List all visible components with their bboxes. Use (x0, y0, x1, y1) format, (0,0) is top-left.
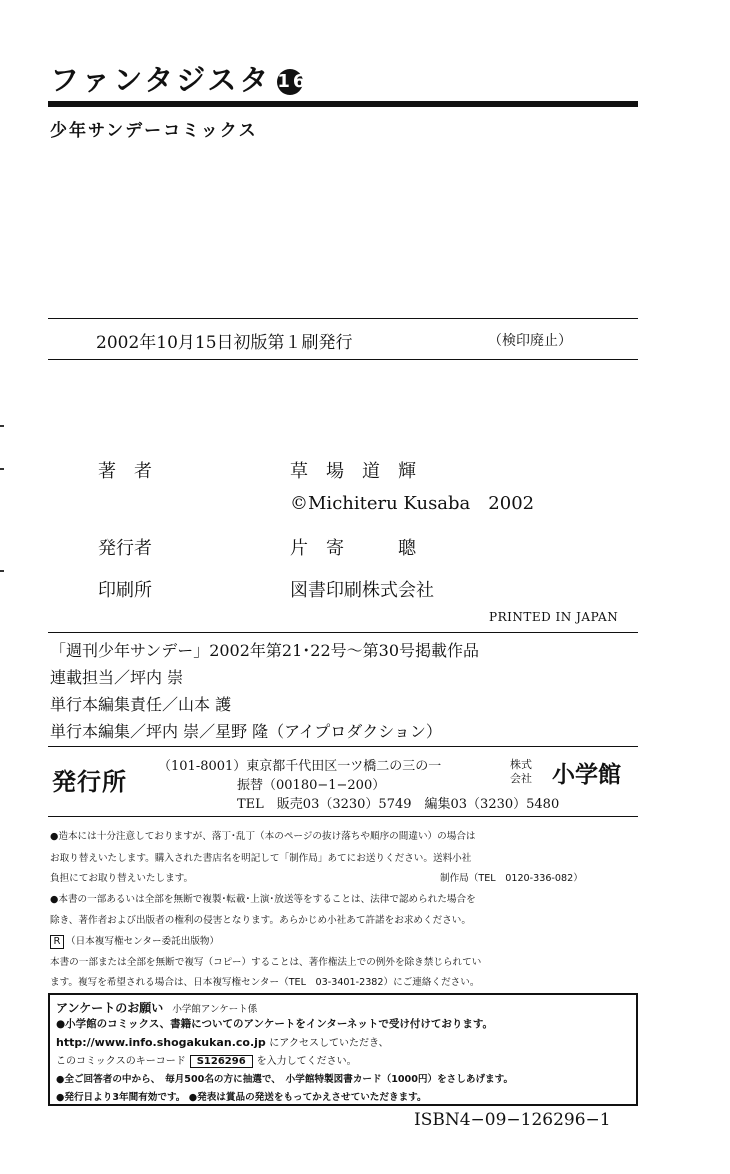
publisher-bottom-rule (48, 816, 638, 817)
survey-heading-text: アンケートのお願い (56, 1001, 164, 1015)
notice-line-1: ●造本には十分注意しておりますが、落丁･乱丁（本のページの抜け落ちや順序の間違い）の場合は (50, 831, 476, 842)
series-label: 少年サンデーコミックス (50, 121, 258, 141)
margin-mark (0, 468, 4, 470)
publisher-label: 発行所 (52, 768, 127, 796)
survey-line-4: ●全ご回答者の中から、 毎月500名の方に抽選で、 小学館特製図書カード（1000円）をさしあげます。 (56, 1074, 514, 1085)
notice-line-3: 負担にてお取り替えいたします。 (50, 873, 194, 884)
notice-line-8: ます。複写を希望される場合は、日本複写権センター（TEL 03-3401-2382）にご連絡ください。 (50, 977, 480, 988)
publication-top-rule (48, 318, 638, 319)
publisher-transfer: 振替（00180−1−200） (237, 778, 386, 793)
title-text: ファンタジスタ (50, 63, 272, 97)
credit-name-publisher: 片 寄 聰 (290, 538, 416, 559)
registered-copy-icon: R (50, 935, 64, 949)
copyright-line: ©Michiteru Kusaba 2002 (290, 493, 535, 514)
serial-top-rule (48, 632, 638, 633)
isbn: ISBN4−09−126296−1 (414, 1110, 611, 1130)
serial-editor: 連載担当／坪内 崇 (50, 668, 184, 687)
survey-url-line (56, 1034, 389, 1049)
publication-bottom-rule (48, 359, 638, 360)
survey-url-link[interactable]: http://www.info.shogakukan.co.jp (56, 1036, 266, 1049)
serial-bottom-rule (48, 746, 638, 747)
margin-mark (0, 425, 4, 427)
volume-editor-chief: 単行本編集責任／山本 護 (50, 695, 232, 714)
survey-heading-sub: 小学館アンケート係 (172, 1004, 258, 1015)
survey-line-5: ●発行日より3年間有効です。 ●発表は賞品の発送をもってかえさせていただきます。 (56, 1092, 427, 1103)
volume-number-badge: 16 (277, 69, 303, 95)
notice-line-2: お取り替えいたします。購入された書店名を明記して「制作局」あてにお送りください。送料小社 (50, 853, 472, 864)
notice-line-5: 除き、著作者および出版者の権利の侵害となります。あらかじめ小社あて許諾をお求めください。 (50, 915, 471, 926)
publisher-name: 小学館 (552, 762, 621, 788)
book-title (50, 58, 309, 99)
survey-url-suffix: にアクセスしていただき、 (269, 1038, 389, 1049)
publisher-tel: TEL 販売03（3230）5749 編集03（3230）5480 (237, 797, 560, 812)
seal-abolished-note: （検印廃止） (488, 333, 572, 349)
credit-name-printer: 図書印刷株式会社 (290, 580, 434, 601)
notice-line-7: 本書の一部または全部を無断で複写（コピー）することは、著作権法上での例外を除き禁じられてい (50, 957, 482, 968)
survey-line-1: ●小学館のコミックス、書籍についてのアンケートをインターネットで受け付けております。 (56, 1018, 494, 1030)
survey-key-prefix: このコミックスのキーコード (56, 1056, 186, 1067)
credit-role-printer: 印刷所 (98, 580, 152, 601)
volume-editors: 単行本編集／坪内 崇／星野 隆（アイプロダクション） (50, 722, 442, 741)
printed-in-japan: PRINTED IN JAPAN (489, 610, 619, 624)
credit-role-publisher: 発行者 (98, 538, 152, 559)
credit-role-author: 著 者 (98, 461, 152, 482)
margin-mark (0, 570, 4, 572)
serial-source: 「週刊少年サンデー」2002年第21･22号～第30号掲載作品 (50, 641, 479, 660)
production-contact: 制作局（TEL 0120-336-082） (440, 873, 583, 884)
notice-line-4: ●本書の一部あるいは全部を無断で複製･転載･上演･放送等をすることは、法律で認められた場合を (50, 894, 476, 905)
notice-line-6 (50, 933, 219, 949)
kabushiki-bottom: 会社 (510, 772, 532, 785)
publication-date: 2002年10月15日初版第１刷発行 (96, 333, 353, 353)
title-rule (48, 101, 638, 107)
notice-line-6-text: （日本複写権センター委託出版物） (66, 936, 220, 947)
kabushiki-top: 株式 (510, 758, 532, 771)
survey-heading (56, 997, 257, 1016)
survey-key-code: S126296 (190, 1055, 253, 1068)
credit-name-author: 草 場 道 輝 (290, 461, 416, 482)
publisher-address: （101-8001）東京都千代田区一ツ橋二の三の一 (158, 759, 442, 774)
survey-key-line (56, 1052, 357, 1068)
survey-key-suffix: を入力してください。 (256, 1056, 357, 1067)
